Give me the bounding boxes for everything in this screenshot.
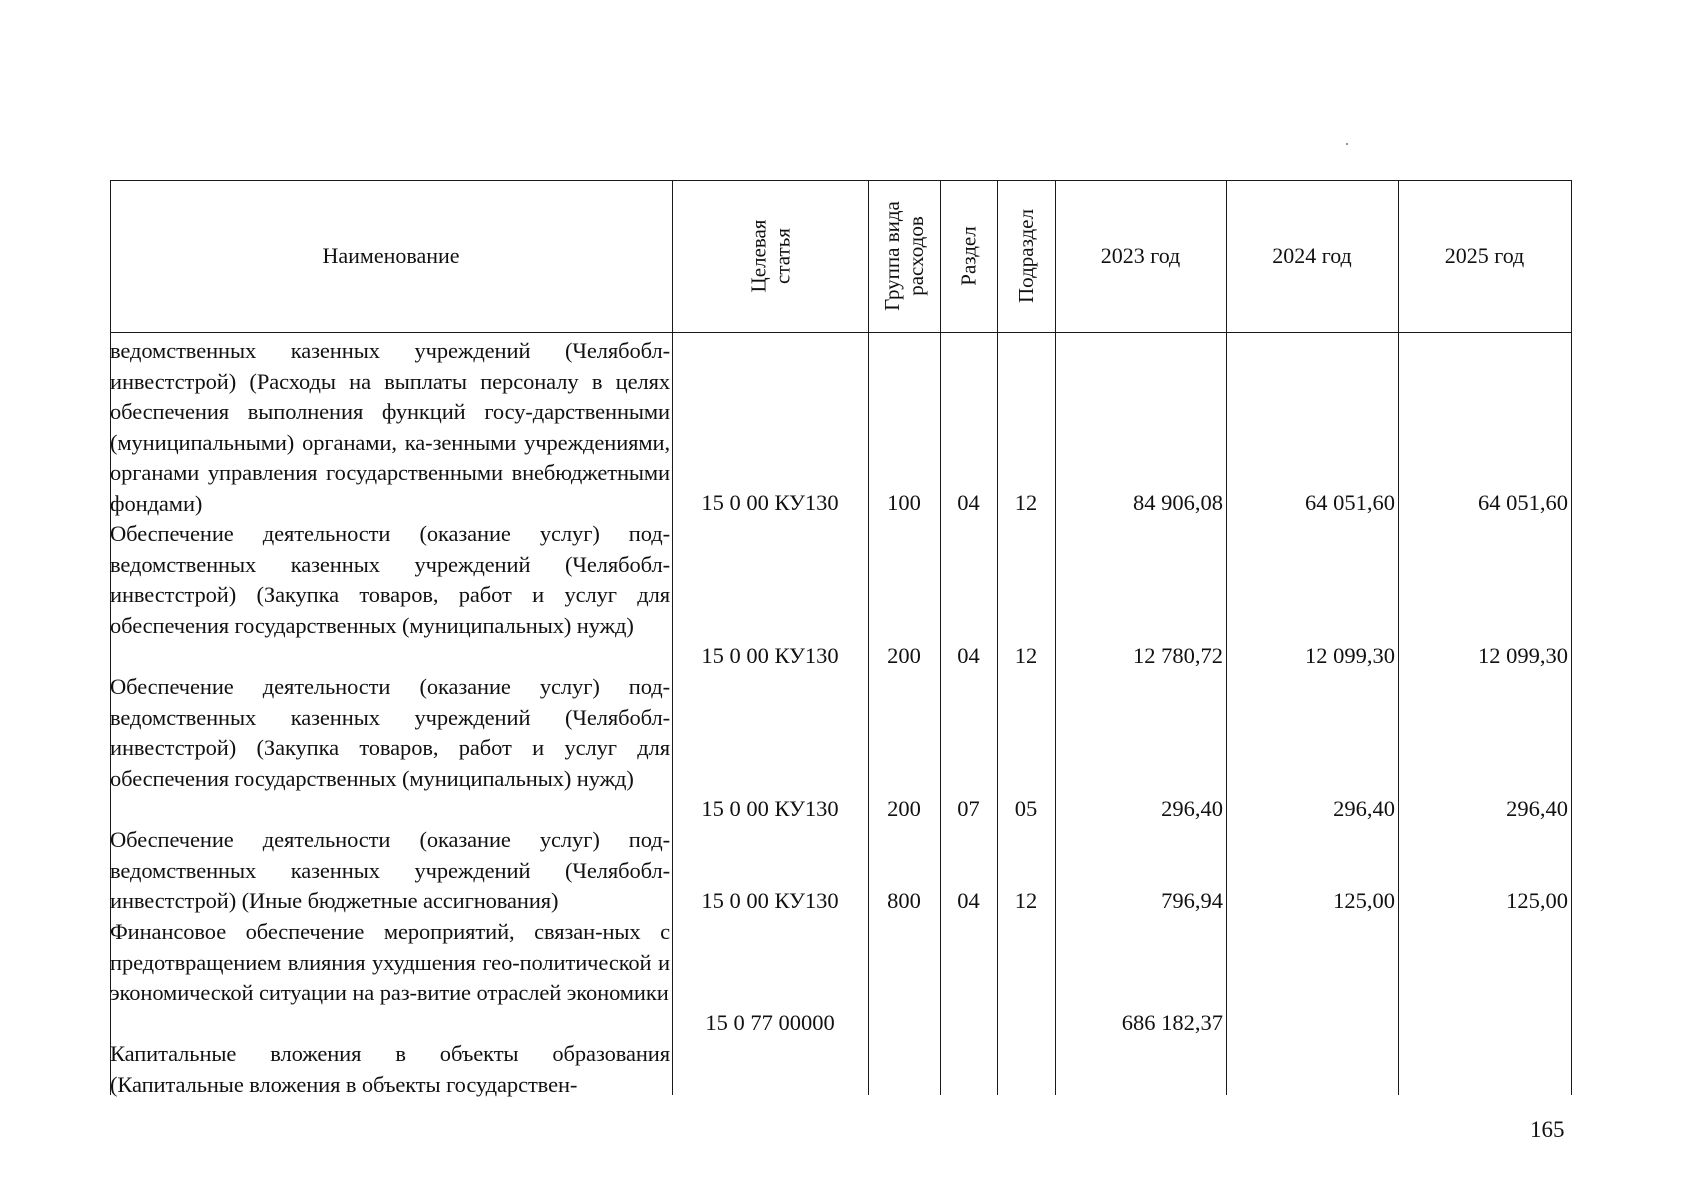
page-number: 165 <box>1530 1117 1565 1142</box>
cell-2023: 686 182,37 <box>1121 1010 1223 1035</box>
cell-subsection: 12 <box>1014 490 1038 515</box>
table-row-name: Обеспечение деятельности (оказание услуг) под-ведомственных казенных учреждений (Челябобл-инвестстрой) (Закупка товаров, работ и услуг для обеспечения государственных (муниципальных) нужд) <box>110 521 670 638</box>
cell-2025: 125,00 <box>1506 888 1568 913</box>
header-section-rot <box>957 226 981 285</box>
cell-subsection: 12 <box>1014 643 1038 668</box>
cell-2023: 12 780,72 <box>1133 643 1223 668</box>
table-row-name: Финансовое обеспечение мероприятий, связан-ных с предотвращением влияния ухудшения гео-политической и экономической ситуации на раз-витие отраслей экономики <box>110 919 670 1005</box>
table-row-name: Обеспечение деятельности (оказание услуг) под-ведомственных казенных учреждений (Челябобл-инвестстрой) (Иные бюджетные ассигнования) <box>110 827 670 913</box>
header-name-text: Наименование <box>322 243 460 268</box>
cell-2024: 296,40 <box>1333 796 1395 821</box>
header-2023-text: 2023 год <box>1100 243 1181 268</box>
header-target-line1: Целевая <box>746 219 770 293</box>
header-group-rot <box>880 201 928 311</box>
cell-2023: 296,40 <box>1161 796 1223 821</box>
cell-2023: 84 906,08 <box>1133 490 1223 515</box>
cell-expense-group: 800 <box>887 888 921 913</box>
table-row-name: ведомственных казенных учреждений (Челябобл-инвестстрой) (Расходы на выплаты персоналу в целях обеспечения выполнения функций госу-дарственными (муниципальными) органами, ка-зенными учреждениями, органами управления государственными внебюджетными фондами) <box>110 338 670 516</box>
header-group-line2: расходов <box>904 216 928 296</box>
header-name <box>110 180 672 332</box>
header-expense-group <box>868 180 940 332</box>
cell-subsection: 05 <box>1014 796 1038 821</box>
cell-2024: 12 099,30 <box>1305 643 1395 668</box>
cell-2024: 64 051,60 <box>1305 490 1395 515</box>
cell-section: 04 <box>957 888 980 913</box>
cell-section: 04 <box>957 643 980 668</box>
cell-target-article: 15 0 00 КУ130 <box>701 888 839 913</box>
cell-expense-group: 200 <box>887 643 921 668</box>
header-2023 <box>1055 180 1226 332</box>
cell-target-article: 15 0 77 00000 <box>705 1010 835 1035</box>
col-divider <box>1571 180 1572 1095</box>
table-row-name: Капитальные вложения в объекты образования (Капитальные вложения в объекты государствен- <box>110 1041 670 1097</box>
header-subsection <box>997 180 1055 332</box>
cell-section: 07 <box>957 796 980 821</box>
header-target-article <box>672 180 868 332</box>
header-2024-text: 2024 год <box>1272 243 1352 268</box>
header-2024 <box>1226 180 1398 332</box>
cell-subsection: 12 <box>1014 888 1038 913</box>
cell-target-article: 15 0 00 КУ130 <box>701 643 839 668</box>
header-subsection-rot <box>1014 209 1038 303</box>
cell-2025: 296,40 <box>1506 796 1568 821</box>
header-bottom-border <box>110 332 1572 333</box>
cell-expense-group: 200 <box>887 796 921 821</box>
header-target-line2: статья <box>770 228 794 284</box>
budget-table <box>110 180 1572 1095</box>
cell-target-article: 15 0 00 КУ130 <box>701 490 839 515</box>
cell-section: 04 <box>957 490 980 515</box>
cell-2024: 125,00 <box>1333 888 1395 913</box>
header-2025-text: 2025 год <box>1444 243 1525 268</box>
cell-2025: 64 051,60 <box>1478 490 1568 515</box>
header-section <box>940 180 997 332</box>
cell-2023: 796,94 <box>1161 888 1223 913</box>
header-subsection-text: Подраздел <box>1014 209 1038 303</box>
table-row-name: Обеспечение деятельности (оказание услуг) под-ведомственных казенных учреждений (Челябобл-инвестстрой) (Закупка товаров, работ и услуг для обеспечения государственных (муниципальных) нужд) <box>110 674 670 791</box>
header-group-line1: Группа вида <box>880 201 904 311</box>
cell-expense-group: 100 <box>887 490 921 515</box>
header-2025 <box>1398 180 1571 332</box>
cell-2025: 12 099,30 <box>1478 643 1568 668</box>
header-target-rot <box>746 220 794 293</box>
header-section-text: Раздел <box>956 226 981 286</box>
cell-target-article: 15 0 00 КУ130 <box>701 796 839 821</box>
scan-speck <box>1346 143 1348 145</box>
